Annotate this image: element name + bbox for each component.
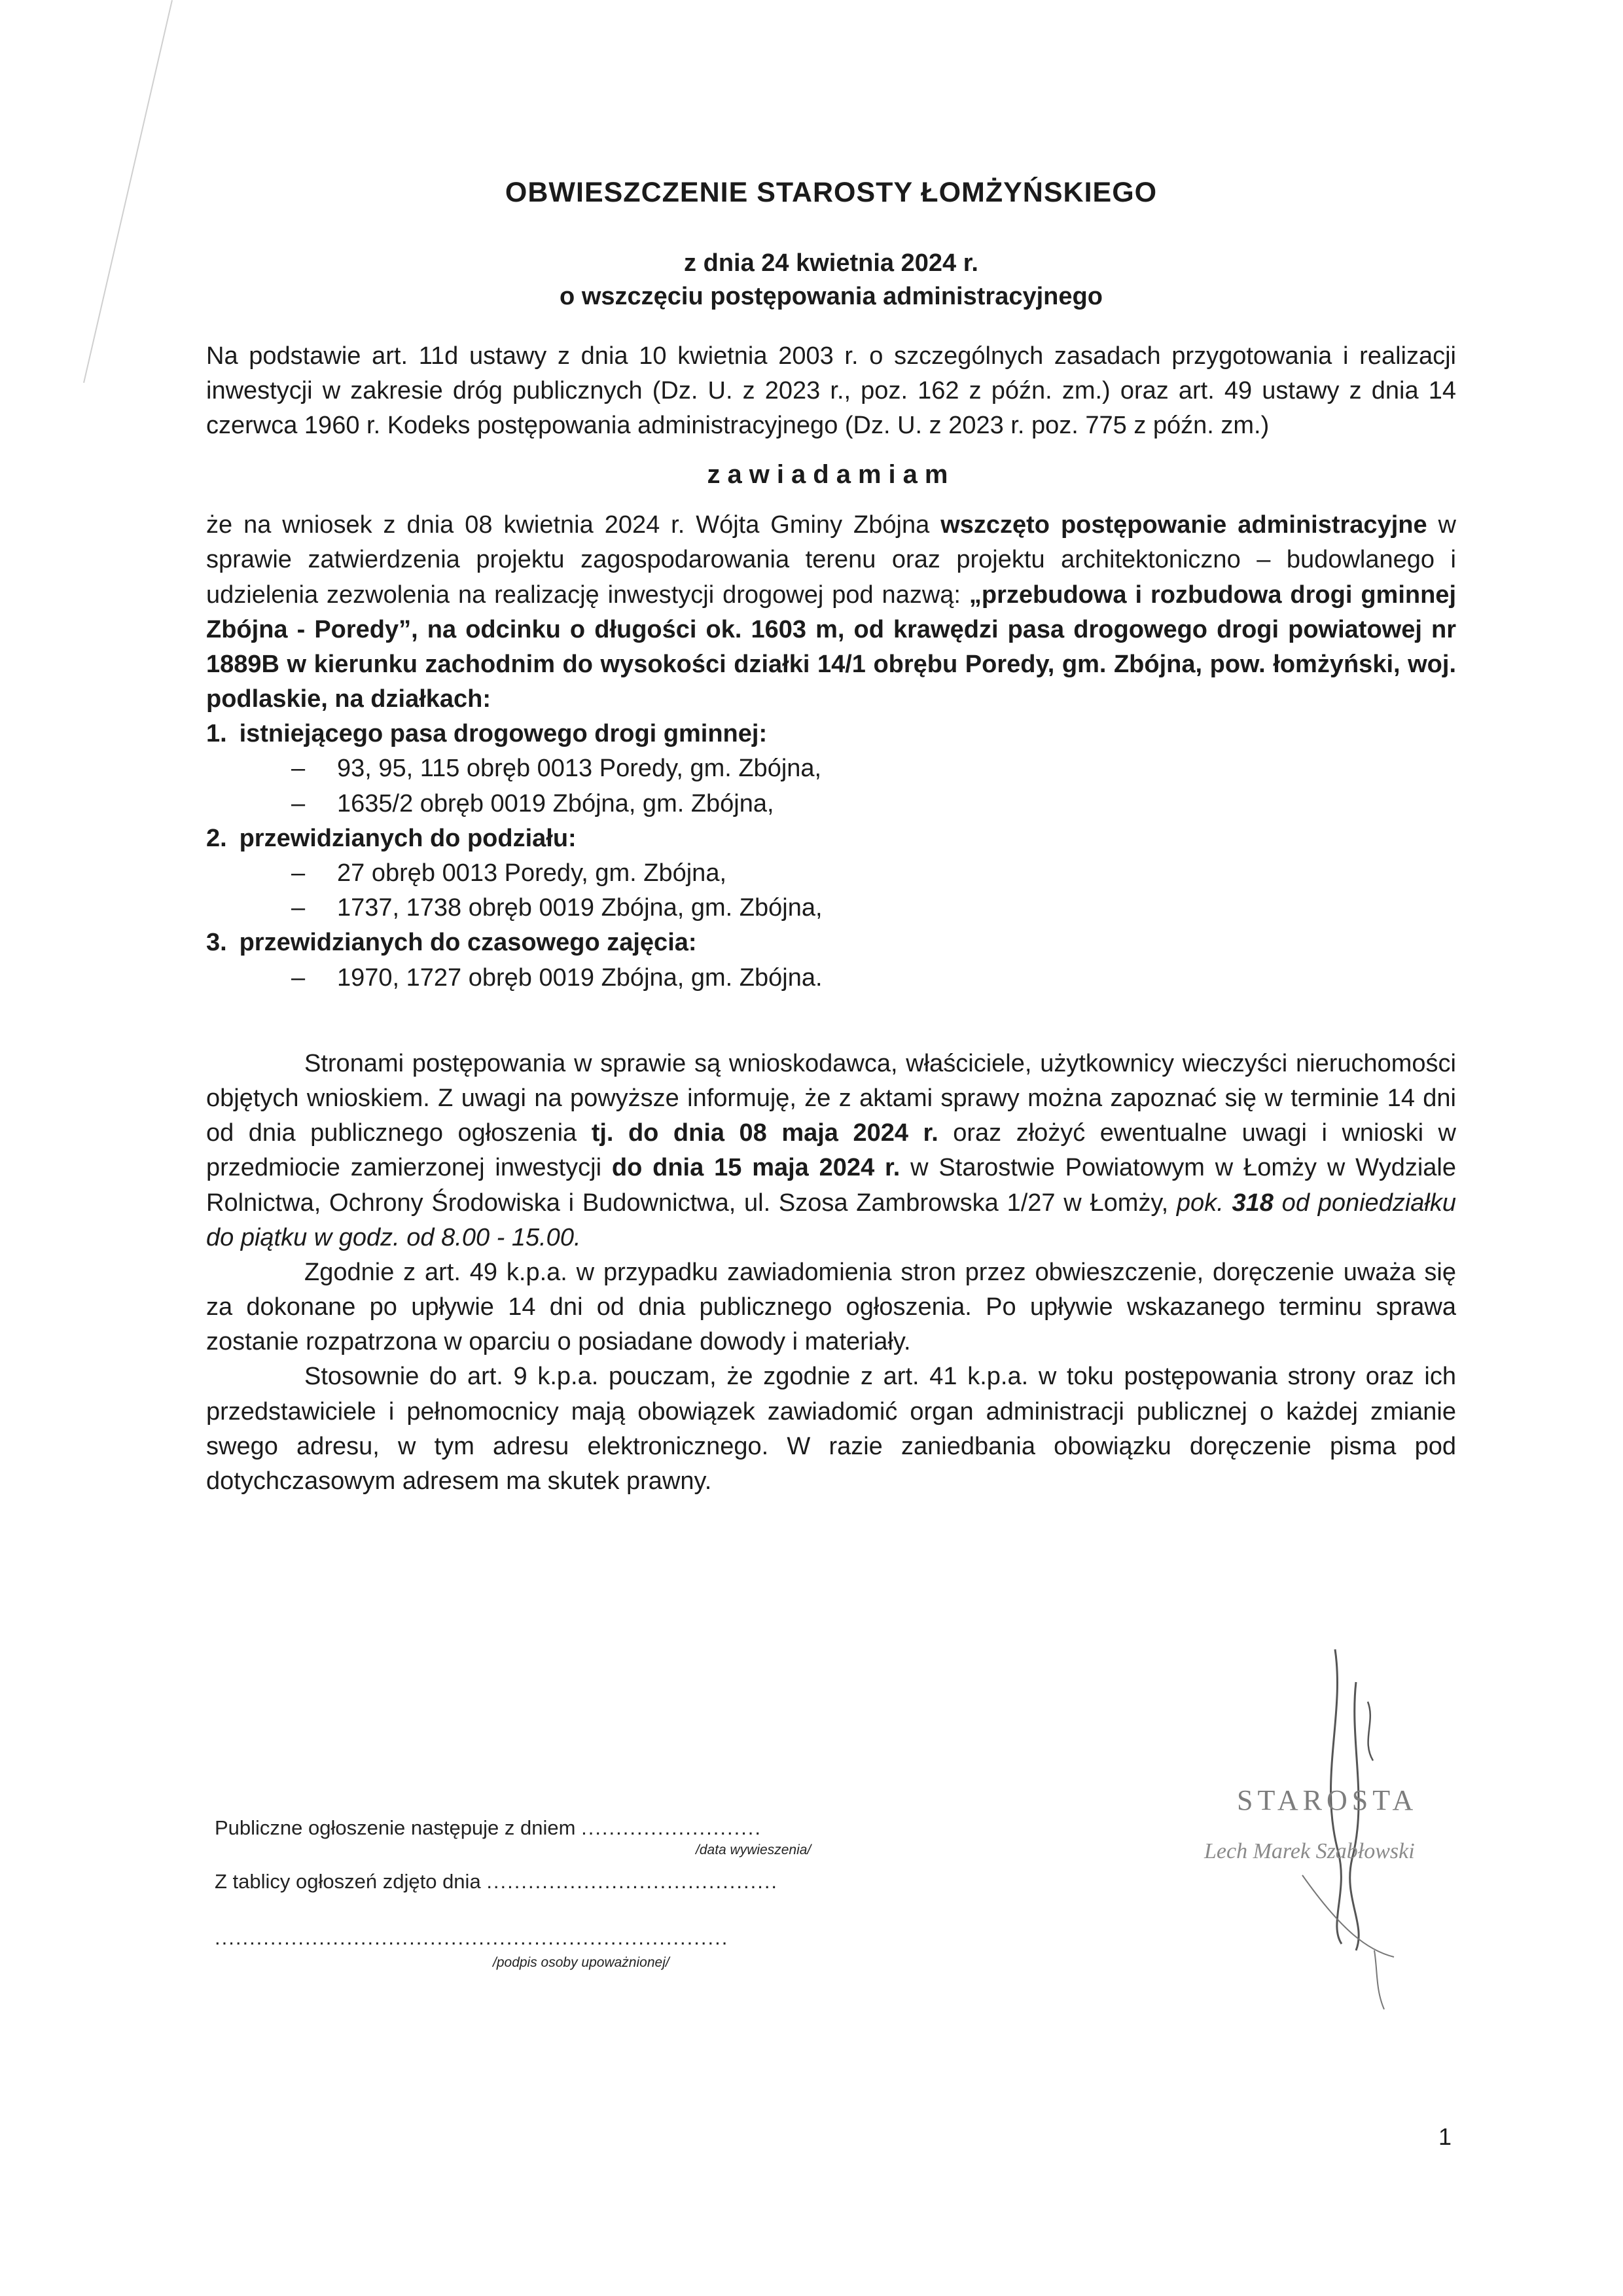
authorized-signature-field: .......................................................................... bbox=[215, 1926, 729, 1949]
legal-basis-paragraph: Na podstawie art. 11d ustawy z dnia 10 kwietnia 2003 r. o szczególnych zasadach przygotowania i realizacji inwestycji w zakresie dróg publicznych (Dz. U. z 2023 r., poz. 162 z późn. zm.) oraz art. 49 ustawy z dnia 14 czerwca 1960 r. Kodeks postępowania administracyjnego (Dz. U. z 2023 r. poz. 775 z późn. zm.) bbox=[206, 342, 1456, 439]
removal-date-field: .......................................... bbox=[486, 1870, 779, 1893]
parcel-list bbox=[206, 717, 1456, 996]
document-subject: o wszczęciu postępowania administracyjnego bbox=[560, 283, 1103, 311]
parcel-group: 1. istniejącego pasa drogowego drogi gminnej: – 93, 95, 115 obręb 0013 Poredy, gm. Zbójna, – 1635/2 obręb 0019 Zbójna, gm. Zbójna, bbox=[206, 717, 1456, 821]
posting-date-label: Publiczne ogłoszenie następuje z dniem bbox=[215, 1816, 576, 1839]
document-title: OBWIESZCZENIE STAROSTY ŁOMŻYŃSKIEGO bbox=[505, 177, 1158, 208]
parcel-group: 3. przewidzianych do czasowego zajęcia: – 1970, 1727 obręb 0019 Zbójna, gm. Zbójna. bbox=[206, 925, 1456, 995]
delivery-paragraph: Zgodnie z art. 49 k.p.a. w przypadku zawiadomienia stron przez obwieszczenie, doręczenie uważa się za dokonane po upływie 14 dni od dnia publicznego ogłoszenia. Po upływie wskazanego terminu sprawa zostanie rozpatrzona w oparciu o posiadane dowody i materiały. bbox=[206, 1258, 1456, 1356]
authorized-signature-row bbox=[215, 1926, 921, 1968]
signature-stamp bbox=[1204, 1643, 1505, 2036]
scan-artifact-line bbox=[83, 0, 173, 383]
parcel-items bbox=[206, 751, 1456, 821]
document-date: z dnia 24 kwietnia 2024 r. bbox=[684, 249, 978, 277]
page-number: 1 bbox=[1438, 2123, 1452, 2150]
posting-date-field: .......................... bbox=[581, 1816, 762, 1839]
authorized-signature-note: /podpis osoby upoważnionej/ bbox=[493, 1955, 669, 1970]
parcel-items bbox=[206, 961, 1456, 996]
parcel-item: – 27 obręb 0013 Poredy, gm. Zbójna, bbox=[291, 856, 1456, 891]
parcel-item: – 1635/2 obręb 0019 Zbójna, gm. Zbójna, bbox=[291, 787, 1456, 821]
parcel-item: – 93, 95, 115 obręb 0013 Poredy, gm. Zbójna, bbox=[291, 751, 1456, 786]
stamp-name: Lech Marek Szabłowski bbox=[1204, 1839, 1415, 1863]
address-change-paragraph: Stosownie do art. 9 k.p.a. pouczam, że zgodnie z art. 41 k.p.a. w toku postępowania strony oraz ich przedstawiciele i pełnomocnicy mają obowiązek zawiadomić organ administracji publicznej o każdej zmianie swego adresu, w tym adresu elektronicznego. W razie zaniedbania obowiązku doręczenie pisma pod dotychczasowym adresem ma skutek prawny. bbox=[206, 1363, 1456, 1496]
document-body bbox=[206, 177, 1456, 1499]
parcel-item: – 1970, 1727 obręb 0019 Zbójna, gm. Zbójna. bbox=[291, 961, 1456, 996]
parcel-items bbox=[206, 856, 1456, 925]
removal-date-row bbox=[215, 1870, 921, 1912]
posting-date-note: /data wywieszenia/ bbox=[696, 1842, 812, 1857]
parties-paragraph: Stronami postępowania w sprawie są wnioskodawca, właściciele, użytkownicy wieczyści nieruchomości objętych wnioskiem. Z uwagi na powyższe informuję, że z aktami sprawy można zapoznać się w terminie 14 dni od dnia publicznego ogłoszenia tj. do dnia 08 maja 2024 r. oraz złożyć ewentualne uwagi i wnioski w przedmiocie zamierzonej inwestycji do dnia 15 maja 2024 r. w Starostwie Powiatowym w Łomży w Wydziale Rolnictwa, Ochrony Środowiska i Budownictwa, ul. Szosa Zambrowska 1/27 w Łomży, pok. 318 od poniedziałku do piątku w godz. od 8.00 - 15.00. bbox=[206, 1049, 1456, 1251]
posting-footer bbox=[215, 1816, 921, 1968]
posting-date-row bbox=[215, 1816, 921, 1858]
intro-paragraph: że na wniosek z dnia 08 kwietnia 2024 r. Wójta Gminy Zbójna wszczęto postępowanie administracyjne w sprawie zatwierdzenia projektu zagospodarowania terenu oraz projektu architektoniczno – budowlanego i udzielenia zezwolenia na realizację inwestycji drogowej pod nazwą: „przebudowa i rozbudowa drogi gminnej Zbójna - Poredy”, na odcinku o długości ok. 1603 m, od krawędzi pasa drogowego drogi powiatowej nr 1889B w kierunku zachodnim do wysokości działki 14/1 obrębu Poredy, gm. Zbójna, pow. łomżyński, woj. podlaskie, na działkach: bbox=[206, 511, 1456, 713]
notice-heading: zawiadamiam bbox=[707, 460, 955, 490]
removal-date-label: Z tablicy ogłoszeń zdjęto dnia bbox=[215, 1870, 481, 1893]
stamp-title: STAROSTA bbox=[1237, 1784, 1418, 1816]
parcel-group: 2. przewidzianych do podziału: – 27 obręb 0013 Poredy, gm. Zbójna, – 1737, 1738 obręb 0019 Zbójna, gm. Zbójna, bbox=[206, 821, 1456, 926]
parcel-item: – 1737, 1738 obręb 0019 Zbójna, gm. Zbójna, bbox=[291, 891, 1456, 925]
